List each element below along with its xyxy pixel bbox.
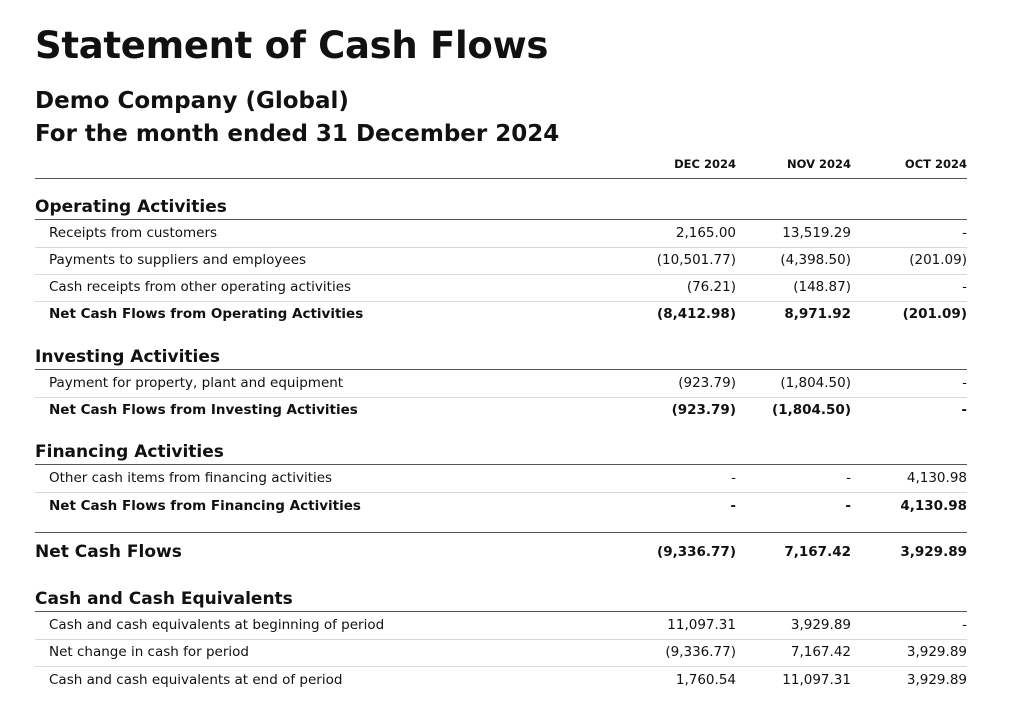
row-value-nov: - (845, 498, 851, 514)
table-row (35, 247, 967, 275)
row-label: Other cash items from financing activities (49, 470, 333, 486)
row-label: Cash and cash equivalents at end of period (49, 672, 343, 688)
table-row (35, 274, 967, 302)
row-label: Net Cash Flows from Operating Activities (49, 306, 364, 322)
row-value-oct: (201.09) (902, 306, 967, 322)
row-value-nov: (4,398.50) (780, 252, 851, 268)
row-value-nov: 7,167.42 (790, 644, 851, 660)
row-value-oct: 4,130.98 (900, 498, 967, 514)
column-header-nov-2024: NOV 2024 (786, 157, 851, 171)
row-value-nov: 8,971.92 (784, 306, 851, 322)
row-value-dec: (923.79) (671, 402, 736, 418)
row-value-oct: 3,929.89 (906, 644, 967, 660)
company-name: Demo Company (Global) (35, 88, 349, 114)
row-value-dec: 1,760.54 (675, 672, 736, 688)
row-value-oct: 4,130.98 (906, 470, 967, 486)
row-value-nov: (148.87) (793, 279, 851, 295)
column-header-row (35, 157, 967, 179)
row-value-dec: (76.21) (686, 279, 736, 295)
row-value-dec: - (731, 470, 736, 486)
row-value-dec: (10,501.77) (656, 252, 736, 268)
row-label: Payments to suppliers and employees (49, 252, 307, 268)
column-header-oct-2024: OCT 2024 (904, 157, 967, 171)
row-value-dec: (9,336.77) (665, 644, 736, 660)
row-value-nov: 13,519.29 (782, 225, 851, 241)
row-label: Net Cash Flows from Financing Activities (49, 498, 361, 514)
row-label: Payment for property, plant and equipment (49, 375, 344, 391)
report-title: Statement of Cash Flows (35, 24, 549, 67)
row-value-dec: (9,336.77) (657, 544, 736, 560)
column-header-dec-2024: DEC 2024 (674, 157, 736, 171)
table-row (35, 667, 967, 694)
row-value-nov: 3,929.89 (790, 617, 851, 633)
table-row (35, 465, 967, 493)
row-value-nov: 11,097.31 (782, 672, 851, 688)
row-value-oct: - (962, 617, 967, 633)
row-value-nov: - (846, 470, 851, 486)
total-row-financing (35, 493, 967, 520)
row-label: Net Cash Flows from Investing Activities (49, 402, 358, 418)
report-period: For the month ended 31 December 2024 (35, 121, 560, 147)
row-value-nov: (1,804.50) (780, 375, 851, 391)
table-row (35, 639, 967, 667)
row-label: Cash receipts from other operating activities (49, 279, 352, 295)
net-cash-flows-row (35, 532, 967, 573)
row-value-dec: (923.79) (678, 375, 736, 391)
section-heading-financing: Financing Activities (35, 442, 967, 465)
row-value-oct: - (962, 225, 967, 241)
row-value-oct: - (962, 375, 967, 391)
total-row-operating (35, 301, 967, 328)
total-row-investing (35, 397, 967, 424)
row-value-dec: - (730, 498, 736, 514)
row-label: Cash and cash equivalents at beginning of period (49, 617, 385, 633)
table-row (35, 220, 967, 248)
row-value-oct: (201.09) (909, 252, 967, 268)
row-value-dec: (8,412.98) (657, 306, 736, 322)
row-value-nov: (1,804.50) (772, 402, 851, 418)
row-label: Net change in cash for period (49, 644, 249, 660)
table-row (35, 612, 967, 640)
row-value-dec: 11,097.31 (667, 617, 736, 633)
row-value-nov: 7,167.42 (784, 544, 851, 560)
row-value-oct: 3,929.89 (900, 544, 967, 560)
row-value-oct: 3,929.89 (906, 672, 967, 688)
table-row (35, 370, 967, 398)
row-value-oct: - (962, 279, 967, 295)
section-heading-operating: Operating Activities (35, 197, 967, 220)
row-label: Receipts from customers (49, 225, 218, 241)
net-cash-flows-label: Net Cash Flows (35, 542, 182, 562)
section-heading-cash-equivalents: Cash and Cash Equivalents (35, 589, 967, 612)
row-value-dec: 2,165.00 (675, 225, 736, 241)
section-heading-investing: Investing Activities (35, 347, 967, 370)
row-value-oct: - (961, 402, 967, 418)
